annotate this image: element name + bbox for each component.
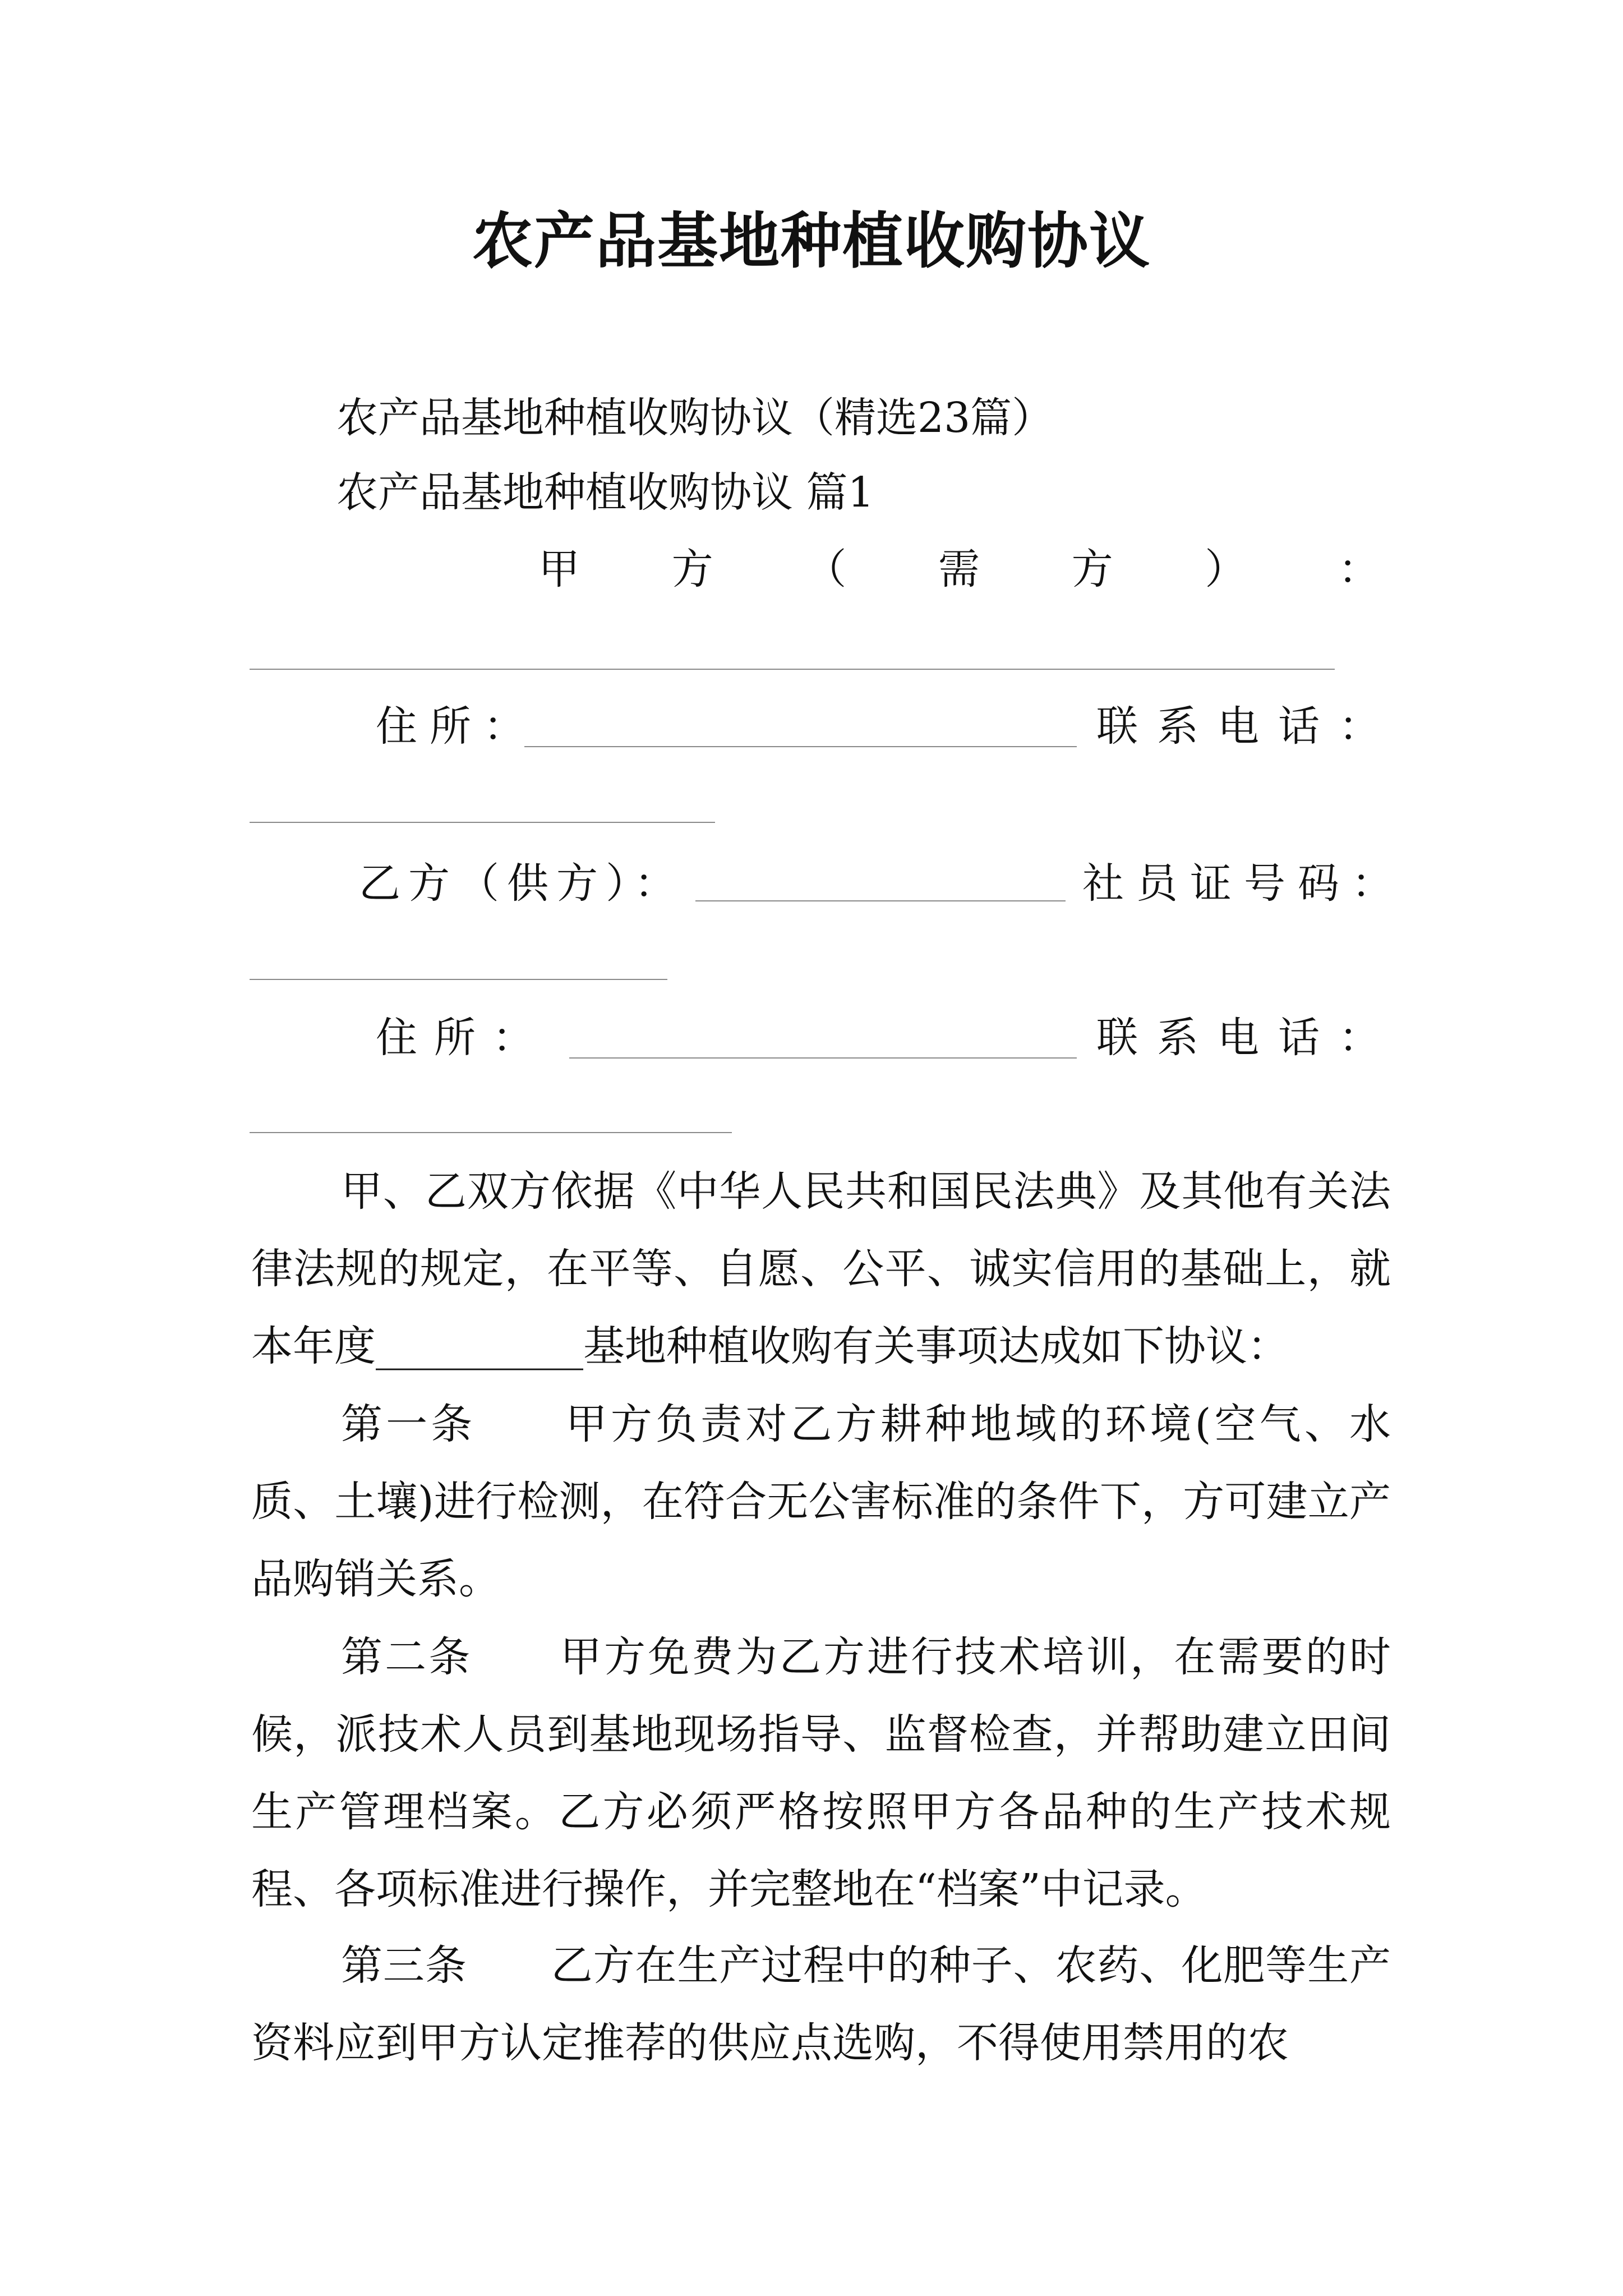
party-a-name-blank (250, 669, 1335, 670)
party-a-char: 需 (938, 545, 980, 593)
party-a-char: 方 (1071, 545, 1113, 593)
subtitle: 农产品基地种植收购协议（精选23篇） (336, 394, 1054, 442)
intro-text-part2: 基地种植收购有关事项达成如下协议： (583, 1322, 1289, 1370)
party-b-name-blank (695, 900, 1066, 901)
party-a-phone-label: 联系电话： (1096, 702, 1399, 751)
party-a-phone-blank (250, 822, 715, 823)
party-a-address-label: 住所： (376, 702, 537, 751)
party-a-char: ： (1338, 545, 1380, 593)
party-b-address-blank (569, 1057, 1077, 1059)
intro-year-blank: __________ (376, 1322, 583, 1370)
document-title: 农产品基地种植收购协议 (472, 206, 1151, 277)
article-1: 第一条 甲方负责对乙方耕种地域的环境(空气、水质、土壤)进行检测，在符合无公害标准的条件下，方可建立产品购销关系。 (251, 1400, 1391, 1603)
party-b-label: 乙方（供方）： (359, 859, 684, 908)
intro-text-part1: 甲、乙双方依据《中华人民共和国民法典》及其他有关法律法规的规定，在平等、自愿、公平、诚实信用的基础上，就本年度 (251, 1167, 1391, 1370)
party-a-char: （ (805, 545, 847, 593)
party-a-label (538, 539, 1380, 600)
party-a-char: 甲 (538, 545, 580, 593)
party-b-member-blank (250, 979, 667, 980)
party-b-member-label: 社员证号码： (1082, 859, 1405, 908)
party-a-address-blank (524, 746, 1077, 747)
party-b-phone-blank (250, 1132, 732, 1133)
article-2: 第二条 甲方免费为乙方进行技术培训，在需要的时候，派技术人员到基地现场指导、监督检查，并帮助建立田间生产管理档案。乙方必须严格按照甲方各品种的生产技术规程、各项标准进行操作，并完整地在“档案”中记录。 (251, 1633, 1391, 1913)
party-a-char: 方 (671, 545, 713, 593)
section-heading: 农产品基地种植收购协议 篇1 (336, 468, 874, 517)
intro-paragraph (251, 1153, 1391, 1385)
party-b-phone-label: 联系电话： (1096, 1014, 1399, 1062)
party-a-char: ） (1205, 545, 1247, 593)
party-b-address-label: 住所： (376, 1014, 551, 1062)
article-3: 第三条 乙方在生产过程中的种子、农药、化肥等生产资料应到甲方认定推荐的供应点选购，不得使用禁用的农 (251, 1941, 1391, 2067)
